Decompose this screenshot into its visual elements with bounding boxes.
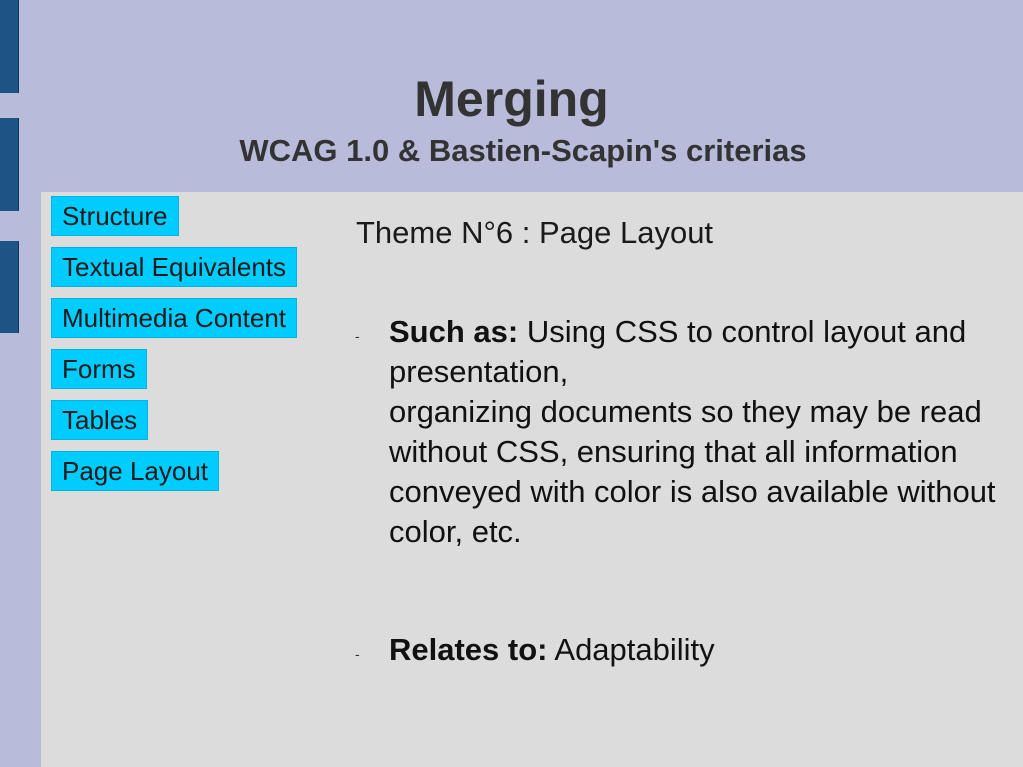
bullet-marker: - bbox=[355, 646, 360, 662]
bullet-marker: - bbox=[355, 328, 360, 344]
nav-item-forms[interactable]: Forms bbox=[51, 349, 147, 389]
bullet-text: Using CSS to control layout and presentation, bbox=[389, 314, 967, 389]
bullet-heading: Relates to: bbox=[389, 632, 548, 667]
bullet-relates-to bbox=[389, 630, 1009, 670]
bullet-text: Adaptability bbox=[547, 632, 715, 667]
bullet-heading: Such as: bbox=[389, 314, 519, 349]
nav-item-textual-equivalents[interactable]: Textual Equivalents bbox=[51, 247, 297, 287]
nav-item-multimedia-content[interactable]: Multimedia Content bbox=[51, 298, 297, 338]
nav-item-tables[interactable]: Tables bbox=[51, 400, 148, 440]
slide-title: Merging bbox=[414, 71, 609, 127]
bullet-text-continued: organizing documents so they may be read without CSS, ensuring that all information conveyed with color is also available without color, etc. bbox=[389, 394, 996, 549]
left-decor-bar-bottom bbox=[0, 241, 19, 333]
bullet-such-as bbox=[389, 312, 1009, 552]
slide-subtitle: WCAG 1.0 & Bastien-Scapin's criterias bbox=[239, 133, 807, 168]
nav-item-page-layout[interactable]: Page Layout bbox=[51, 451, 219, 491]
nav-item-structure[interactable]: Structure bbox=[51, 196, 179, 236]
theme-heading: Theme N°6 : Page Layout bbox=[356, 215, 714, 250]
